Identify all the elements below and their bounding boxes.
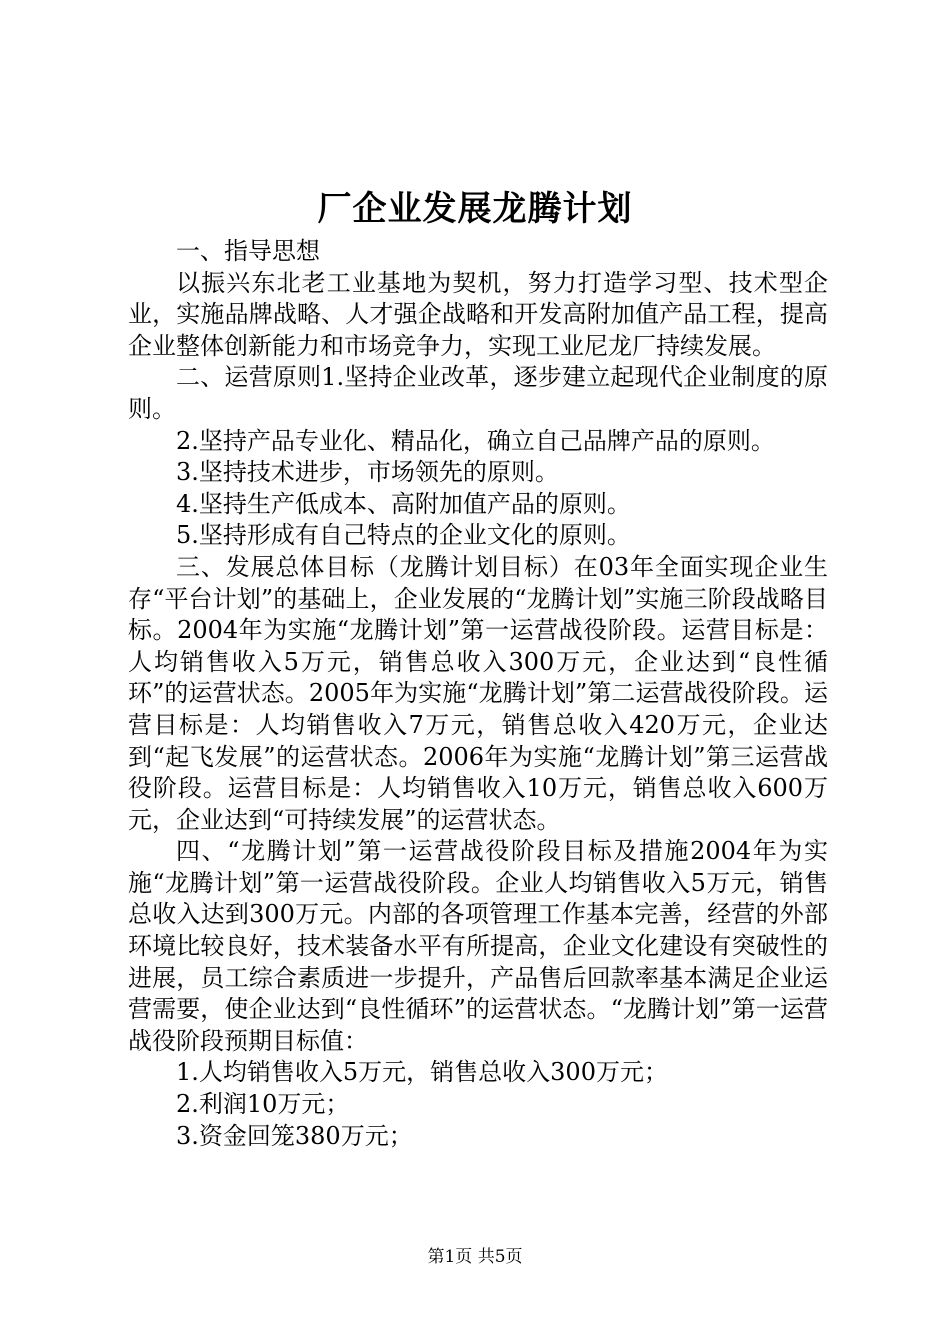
paragraph-overall-goals: 三、发展总体目标（龙腾计划目标）在03年全面实现企业生存“平台计划”的基础上，企业发展的“龙腾计划”实施三阶段战略目标。2004年为实施“龙腾计划”第一运营战役阶段。运营目标是：人均销售收入5万元，销售总收入300万元，企业达到“良性循环”的运营状态。2005年为实施“龙腾计划”第二运营战役阶段。运营目标是：人均销售收入7万元，销售总收入420万元，企业达到“起飞发展”的运营状态。2006年为实施“龙腾计划”第三运营战役阶段。运营目标是：人均销售收入10万元，销售总收入600万元，企业达到“可持续发展”的运营状态。 [128,552,828,834]
page-footer: 第1页 共5页 [427,1247,523,1267]
document-title: 厂企业发展龙腾计划 [317,189,633,229]
section-heading-guiding-ideology: 一、指导思想 [176,237,320,265]
list-item-target-2: 2.利润10万元； [176,1090,350,1119]
paragraph-guiding-ideology: 以振兴东北老工业基地为契机，努力打造学习型、技术型企业，实施品牌战略、人才强企战略和开发高附加值产品工程，提高企业整体创新能力和市场竞争力，实现工业尼龙厂持续发展。 [128,268,828,360]
paragraph-operating-principle-2: 2.坚持产品专业化、精品化，确立自己品牌产品的原则。 [176,426,775,455]
paragraph-first-stage-goals: 四、“龙腾计划”第一运营战役阶段目标及措施2004年为实施“龙腾计划”第一运营战役阶段。企业人均销售收入5万元，销售总收入达到300万元。内部的各项管理工作基本完善，经营的外部环境比较良好，技术装备水平有所提高，企业文化建设有突破性的进展，员工综合素质进一步提升，产品售后回款率基本满足企业运营需要，使企业达到“良性循环”的运营状态。“龙腾计划”第一运营战役阶段预期目标值： [128,837,828,1055]
list-item-target-1: 1.人均销售收入5万元，销售总收入300万元； [176,1058,668,1087]
list-item-target-3: 3.资金回笼380万元； [176,1121,413,1150]
document-body [128,236,828,1152]
paragraph-operating-principle-1: 二、运营原则1.坚持企业改革，逐步建立起现代企业制度的原则。 [128,363,828,423]
paragraph-operating-principle-5: 5.坚持形成有自己特点的企业文化的原则。 [176,521,631,550]
paragraph-operating-principle-4: 4.坚持生产低成本、高附加值产品的原则。 [176,489,631,518]
paragraph-operating-principle-3: 3.坚持技术进步，市场领先的原则。 [176,458,559,487]
